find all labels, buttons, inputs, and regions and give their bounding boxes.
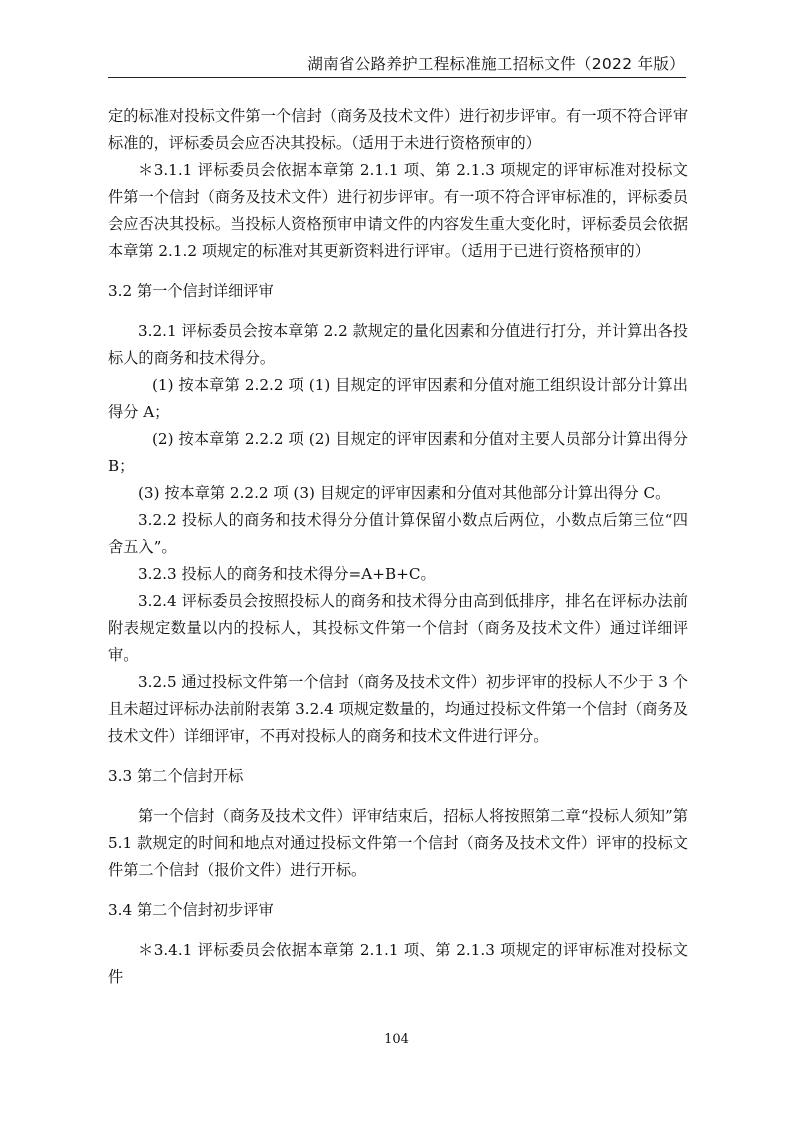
running-header: 湖南省公路养护工程标准施工招标文件（2022 年版） <box>307 55 685 73</box>
clause-3-2-1-item-1: (1) 按本章第 2.2.2 项 (1) 目规定的评审因素和分值对施工组织设计部分计算出得分 A； <box>108 376 688 421</box>
paragraph: 定的标准对投标文件第一个信封（商务及技术文件）进行初步评审。有一项不符合评审标准的，评标委员会应否决其投标。（适用于未进行资格预审的） <box>108 107 688 152</box>
section-heading-3-4: 3.4 第二个信封初步评审 <box>108 901 274 919</box>
clause-3-2-1-item-3: (3) 按本章第 2.2.2 项 (3) 目规定的评审因素和分值对其他部分计算出得分 C。 <box>138 484 671 502</box>
clause-3-2-3: 3.2.3 投标人的商务和技术得分=A+B+C。 <box>138 565 436 583</box>
clause-3-2-2: 3.2.2 投标人的商务和技术得分分值计算保留小数点后两位，小数点后第三位“四舍五入”。 <box>108 511 688 556</box>
clause-3-4-1: ＊3.4.1 评标委员会依据本章第 2.1.1 项、第 2.1.3 项规定的评审标准对投标文件 <box>108 941 688 986</box>
clause-3-3-body: 第一个信封（商务及技术文件）评审结束后，招标人将按照第二章“投标人须知”第 5.1 款规定的时间和地点对通过投标文件第一个信封（商务及技术文件）评审的投标文件第二个信封（报价文件）进行开标。 <box>108 807 688 879</box>
clause-3-2-1-item-2: (2) 按本章第 2.2.2 项 (2) 目规定的评审因素和分值对主要人员部分计算出得分 B； <box>108 430 688 475</box>
clause-3-2-4: 3.2.4 评标委员会按照投标人的商务和技术得分由高到低排序，排名在评标办法前附表规定数量以内的投标人，其投标文件第一个信封（商务及技术文件）通过详细评审。 <box>108 592 688 664</box>
document-body <box>108 103 688 991</box>
clause-3-1-1: ＊3.1.1 评标委员会依据本章第 2.1.1 项、第 2.1.3 项规定的评审标准对投标文件第一个信封（商务及技术文件）进行初步评审。有一项不符合评审标准的，评标委员会应否决其投标。当投标人资格预审申请文件的内容发生重大变化时，评标委员会依据本章第 2.1.2 项规定的标准对其更新资料进行评审。（适用于已进行资格预审的） <box>108 161 688 260</box>
header-divider <box>108 77 686 78</box>
section-heading-3-2: 3.2 第一个信封详细评审 <box>108 282 274 300</box>
section-heading-3-3: 3.3 第二个信封开标 <box>108 767 244 785</box>
clause-3-2-1: 3.2.1 评标委员会按本章第 2.2 款规定的量化因素和分值进行打分，并计算出各投标人的商务和技术得分。 <box>108 322 688 367</box>
page-number: 104 <box>384 1032 409 1047</box>
clause-3-2-5: 3.2.5 通过投标文件第一个信封（商务及技术文件）初步评审的投标人不少于 3 个且未超过评标办法前附表第 3.2.4 项规定数量的，均通过投标文件第一个信封（商务及技术文件）详细评审，不再对投标人的商务和技术文件进行评分。 <box>108 673 688 745</box>
